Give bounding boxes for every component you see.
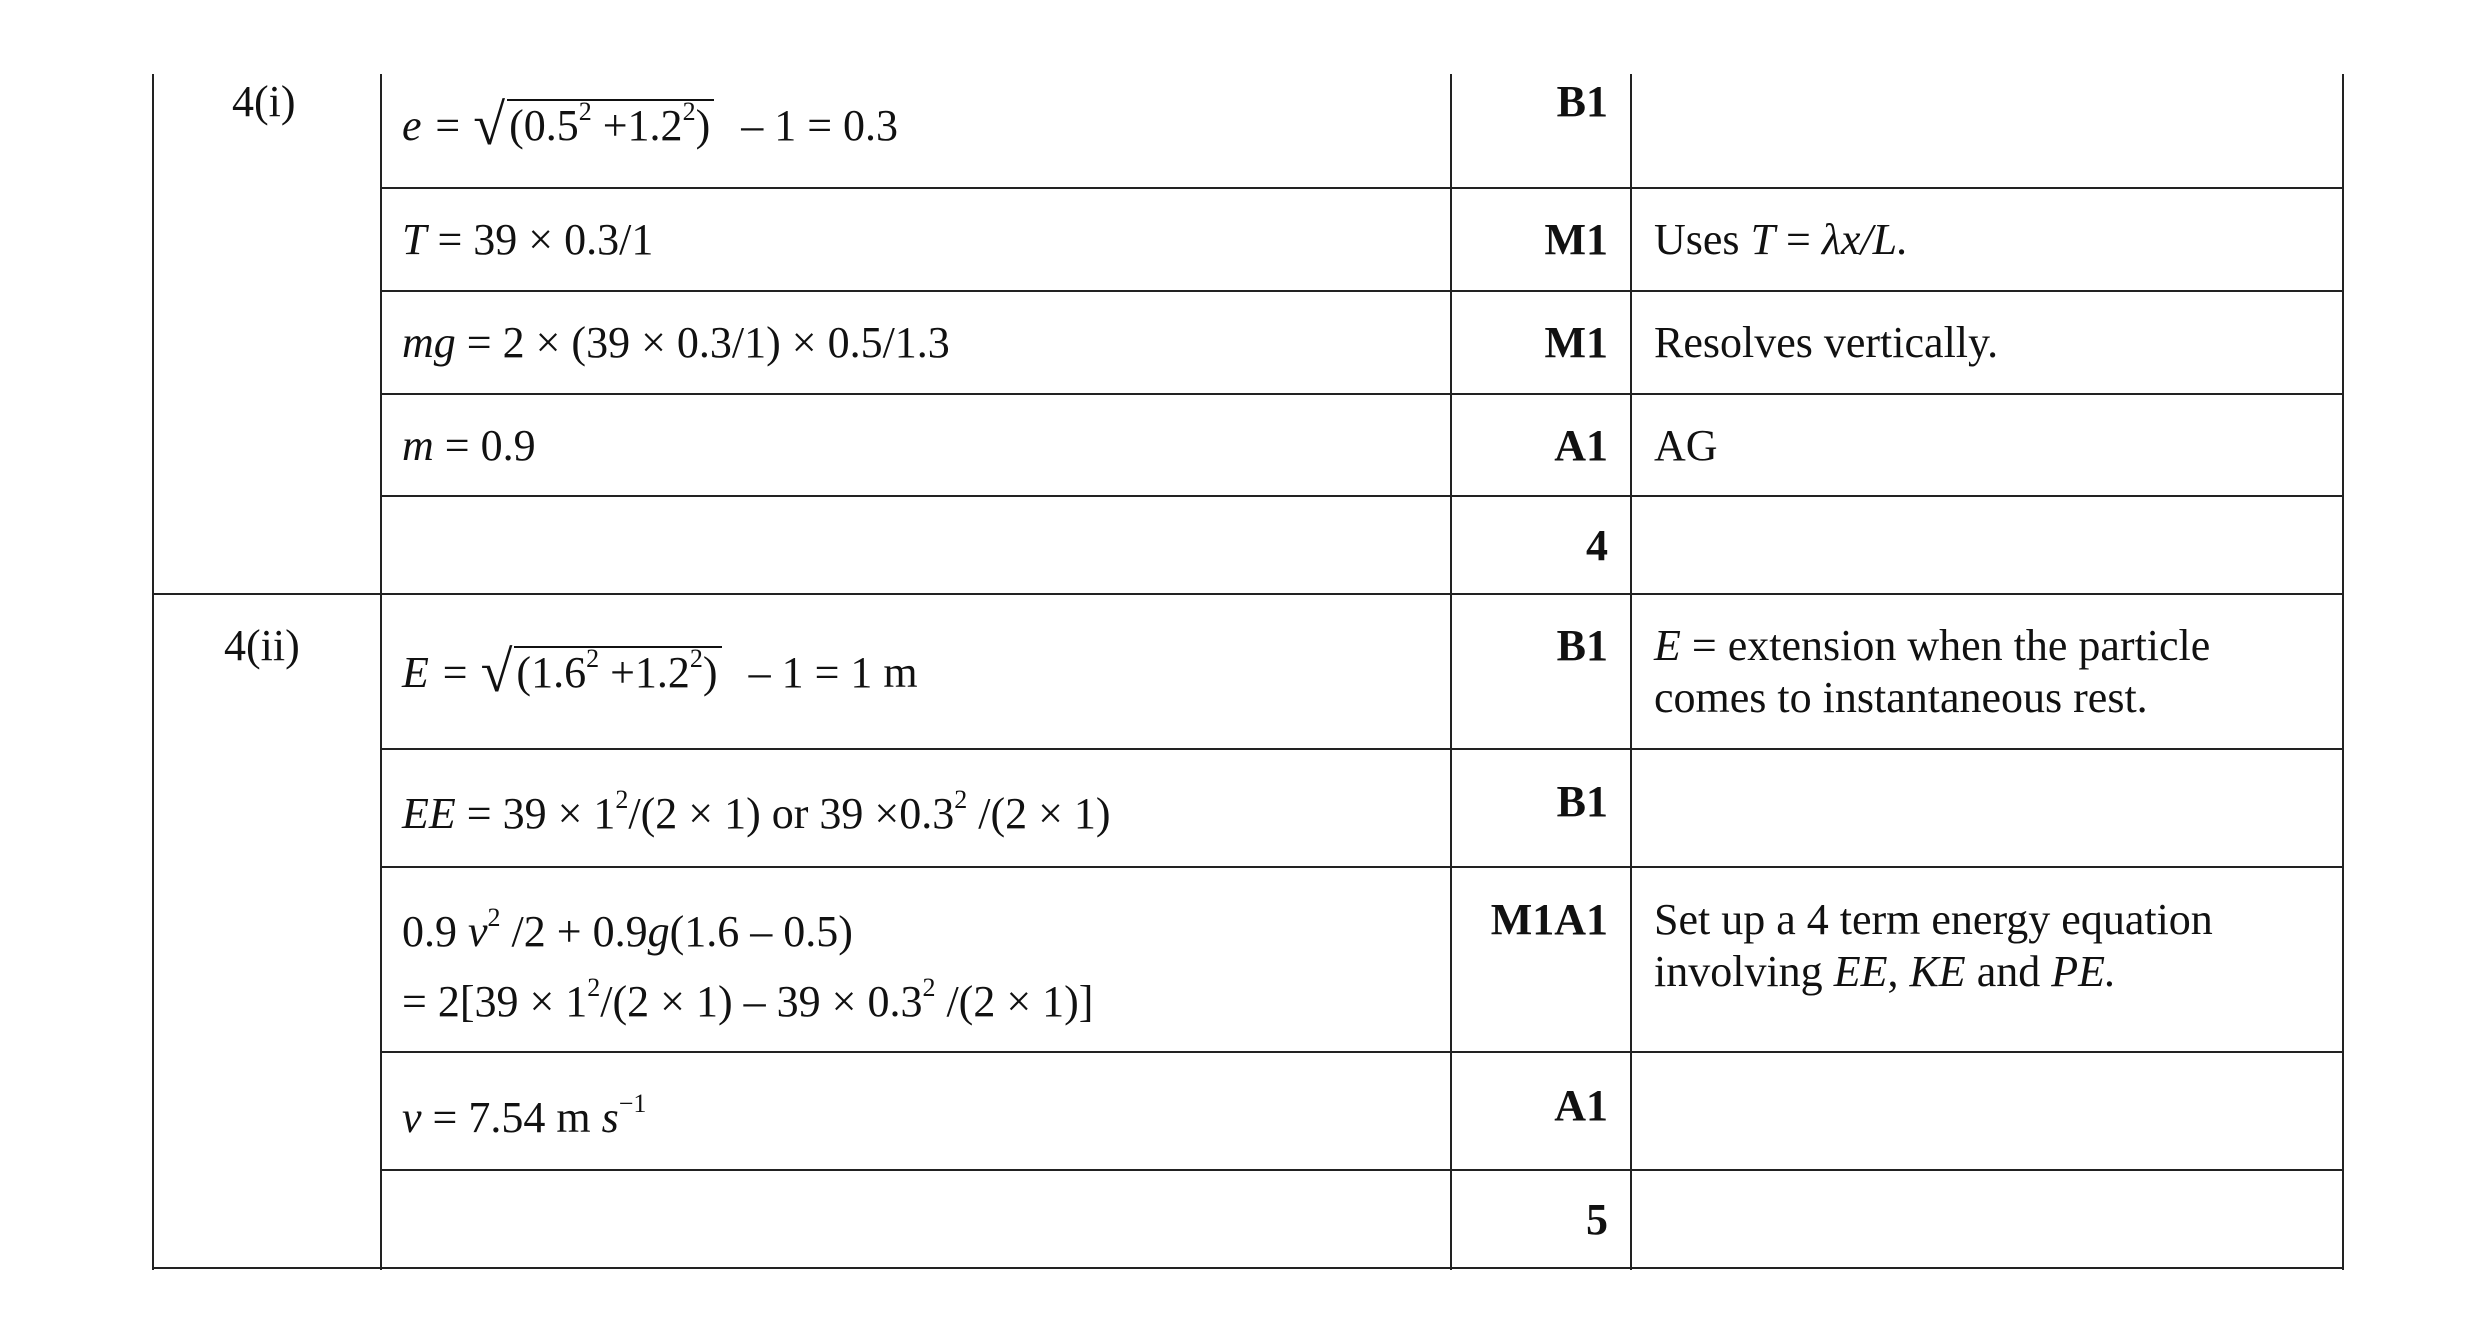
answer-cell: $E = √(1.6^2 +1.2^2) - 1 = 1$ m xyxy=(402,639,918,704)
row-divider xyxy=(380,495,2344,497)
answer-cell: = $2[39 \times 1^2/(2 \times 1) - 39 \times 0.3^2$ /(2 × 1)] xyxy=(402,973,1094,1026)
mark-code: M1A1 xyxy=(1490,895,1608,944)
mark-total: 5 xyxy=(1586,1195,1608,1244)
answer-cell: mg = 2 × (39 × 0.3/1) × 0.5/1.3 xyxy=(402,318,950,367)
mark-code: M1 xyxy=(1544,215,1608,264)
answer-cell: 0.9 $v^2$ /2 + 0.9g(1.6 – 0.5) xyxy=(402,903,853,956)
mark-code: A1 xyxy=(1554,421,1608,470)
row-divider xyxy=(380,290,2344,292)
answer-text: – 1 = 0.3 xyxy=(741,101,899,150)
row-divider xyxy=(380,866,2344,868)
question-label: 4(i) xyxy=(232,77,296,126)
column-divider-guidance xyxy=(1630,74,1632,1270)
table-border-bottom xyxy=(152,1267,2344,1269)
guidance-cell: AG xyxy=(1654,421,1718,470)
mark-code: B1 xyxy=(1556,777,1608,826)
table-border-left xyxy=(152,74,154,1270)
guidance-cell: Resolves vertically. xyxy=(1654,318,1999,367)
question-label: 4(ii) xyxy=(224,621,300,670)
row-divider xyxy=(380,1051,2344,1053)
answer-text: e = xyxy=(402,101,463,150)
row-divider xyxy=(380,1169,2344,1171)
guidance-cell: Uses T = λx/L. xyxy=(1654,215,1909,264)
question-divider xyxy=(152,593,2344,595)
table-border-right xyxy=(2342,74,2344,1270)
row-divider xyxy=(380,393,2344,395)
mark-code: M1 xyxy=(1544,318,1608,367)
column-divider-answer xyxy=(380,74,382,1270)
mark-code: A1 xyxy=(1554,1081,1608,1130)
square-root: $√(1.6^2 +1.2^2)$ xyxy=(481,642,722,699)
mark-code: B1 xyxy=(1556,621,1608,670)
square-root: $√(0.5^2 +1.2^2)$ xyxy=(473,95,714,152)
row-divider xyxy=(380,187,2344,189)
answer-cell: m = 0.9 xyxy=(402,421,536,470)
answer-cell: v = 7.54 m $s^{-1}$ xyxy=(402,1089,647,1142)
guidance-cell: E = extension when the particle comes to instantaneous rest. xyxy=(1654,621,2211,722)
mark-code: B1 xyxy=(1556,77,1608,126)
column-divider-marks xyxy=(1450,74,1452,1270)
guidance-cell: Set up a 4 term energy equation involving EE, KE and PE. xyxy=(1654,895,2213,996)
answer-cell: T = 39 × 0.3/1 xyxy=(402,215,654,264)
mark-total: 4 xyxy=(1586,521,1608,570)
answer-cell xyxy=(402,92,899,157)
answer-cell: EE = $39 \times 1^2/(2 \times 1)$ or $39 \times 0.3^2$ /(2 × 1) xyxy=(402,785,1111,838)
row-divider xyxy=(380,748,2344,750)
